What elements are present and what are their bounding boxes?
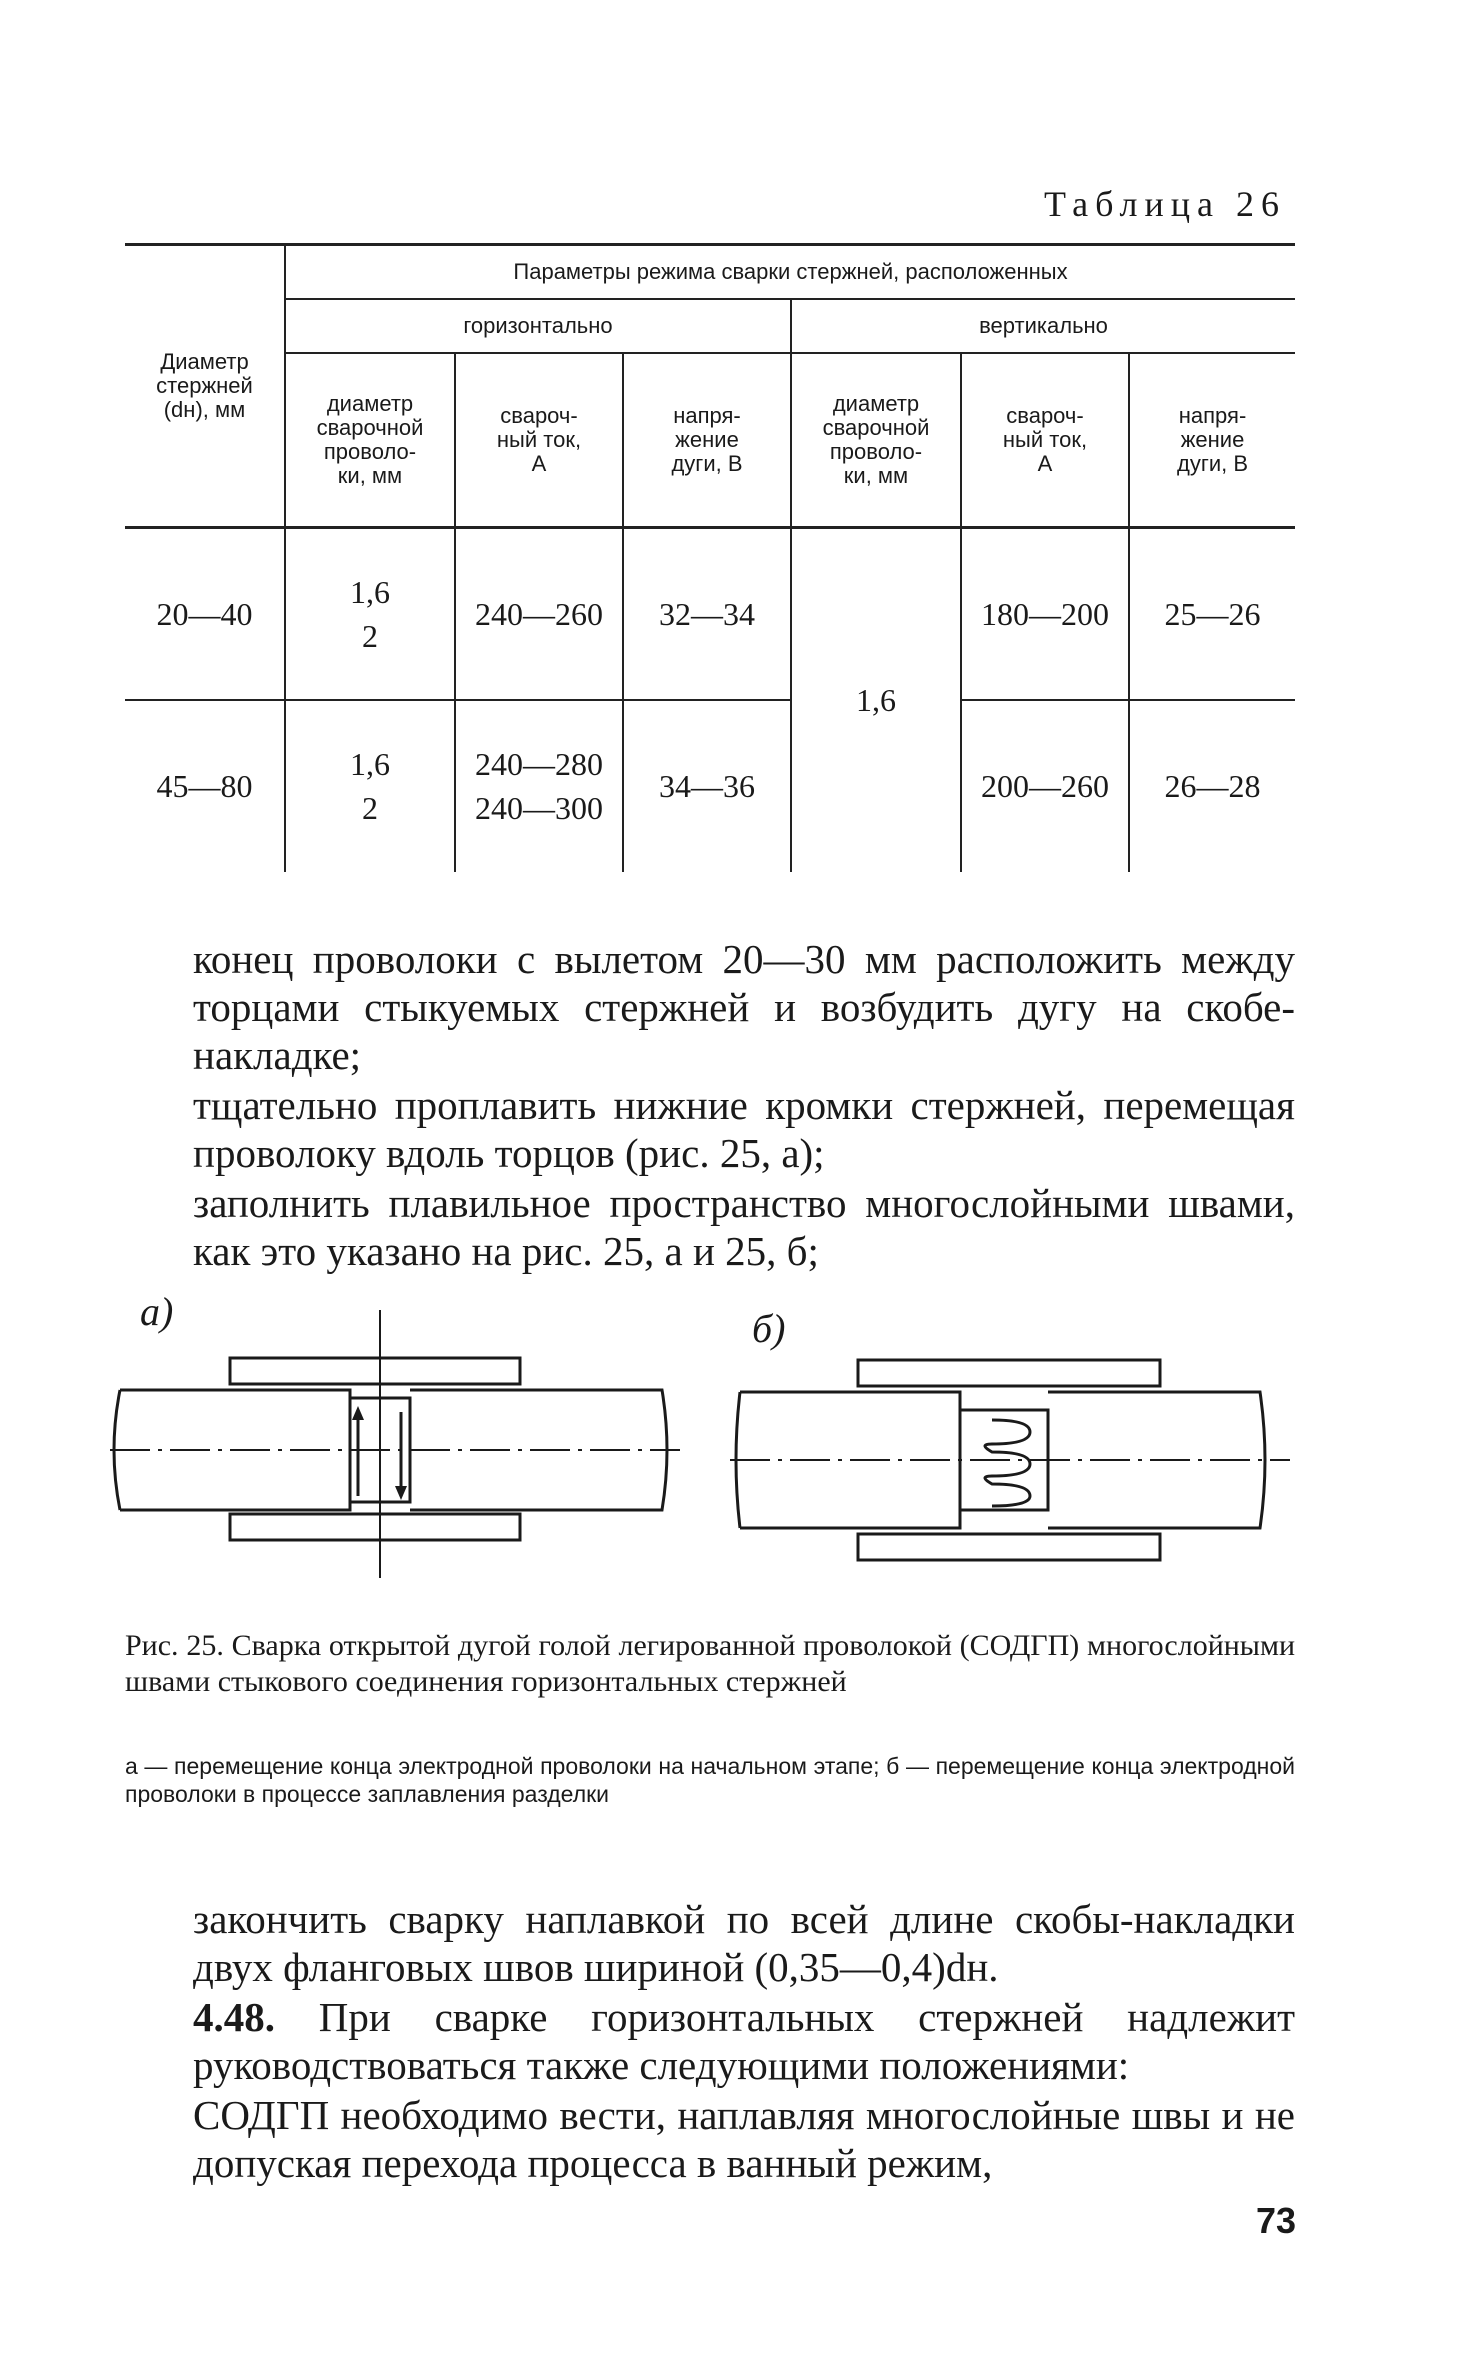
figure-caption: Рис. 25. Сварка открытой дугой голой легированной проволокой (СОДГП) многослойными швами стыкового соединения горизонтальных стержней [125,1629,1295,1698]
cell-h-voltage: 32—34 [623,528,791,700]
figure-b-drawing [730,1340,1300,1580]
cell-diameter: 20—40 [125,528,285,700]
cell-v-voltage: 26—28 [1129,700,1295,872]
cell-h-current: 240—260 [455,528,623,700]
cell-h-wire: 1,6 2 [285,700,455,872]
cell-v-current: 200—260 [961,700,1129,872]
paragraph-1: конец проволоки с вылетом 20—30 мм расположить между торцами стыкуемых стержней и возбудить дугу на скобе-накладке; [193,936,1295,1078]
clause-text: При сварке горизонтальных стержней надлежит руководствоваться также следующими положениями: [193,1994,1295,2088]
header-horizontal: горизонтально [285,299,791,353]
body-text-upper [193,935,1295,1275]
cell-v-wire: 1,6 [791,528,961,872]
clause-number: 4.48. [193,1994,275,2040]
header-v-current: свароч- ный ток, А [961,353,1129,528]
paragraph-4: закончить сварку наплавкой по всей длине скобы-накладки двух фланговых швов шириной (0,35—0,4)dн. [193,1896,1295,1990]
cell-v-voltage: 25—26 [1129,528,1295,700]
cell-h-voltage: 34—36 [623,700,791,872]
welding-parameters-table [125,243,1295,872]
paragraph-3: заполнить плавильное пространство многослойными швами, как это указано на рис. 25, а и 25, б; [193,1180,1295,1274]
figure-label-a: а) [140,1289,174,1334]
cell-h-current: 240—280 240—300 [455,700,623,872]
cell-v-current: 180—200 [961,528,1129,700]
figure-legend: а — перемещение конца электродной проволоки на начальном этапе; б — перемещение конца электродной проволоки в процессе заплавления разделки [125,1753,1295,1807]
header-v-voltage: напря- жение дуги, В [1129,353,1295,528]
header-diameter: Диаметр стержней (dн), мм [125,245,285,528]
page-number: 73 [1255,2200,1296,2241]
header-v-wire: диаметр сварочной проволо- ки, мм [791,353,961,528]
header-h-wire: диаметр сварочной проволо- ки, мм [285,353,455,528]
table-row [125,700,1295,872]
figure-a-drawing [110,1300,690,1590]
cell-diameter: 45—80 [156,768,253,804]
header-h-voltage: напря- жение дуги, В [623,353,791,528]
header-group: Параметры режима сварки стержней, расположенных [285,245,1295,299]
header-vertical: вертикально [791,299,1295,353]
cell-h-wire: 1,6 2 [285,528,455,700]
paragraph-6: СОДГП необходимо вести, наплавляя многослойные швы и не допуская перехода процесса в ванный режим, [193,2092,1295,2186]
body-text-lower [193,1895,1295,2187]
table-row [125,528,1295,700]
figure-label-b: б) [752,1306,786,1351]
header-h-current: свароч- ный ток, А [455,353,623,528]
paragraph-2: тщательно проплавить нижние кромки стержней, перемещая проволоку вдоль торцов (рис. 25, а); [193,1082,1295,1176]
table-caption: Таблица 26 [1044,184,1286,224]
paragraph-5 [193,1993,1295,2089]
